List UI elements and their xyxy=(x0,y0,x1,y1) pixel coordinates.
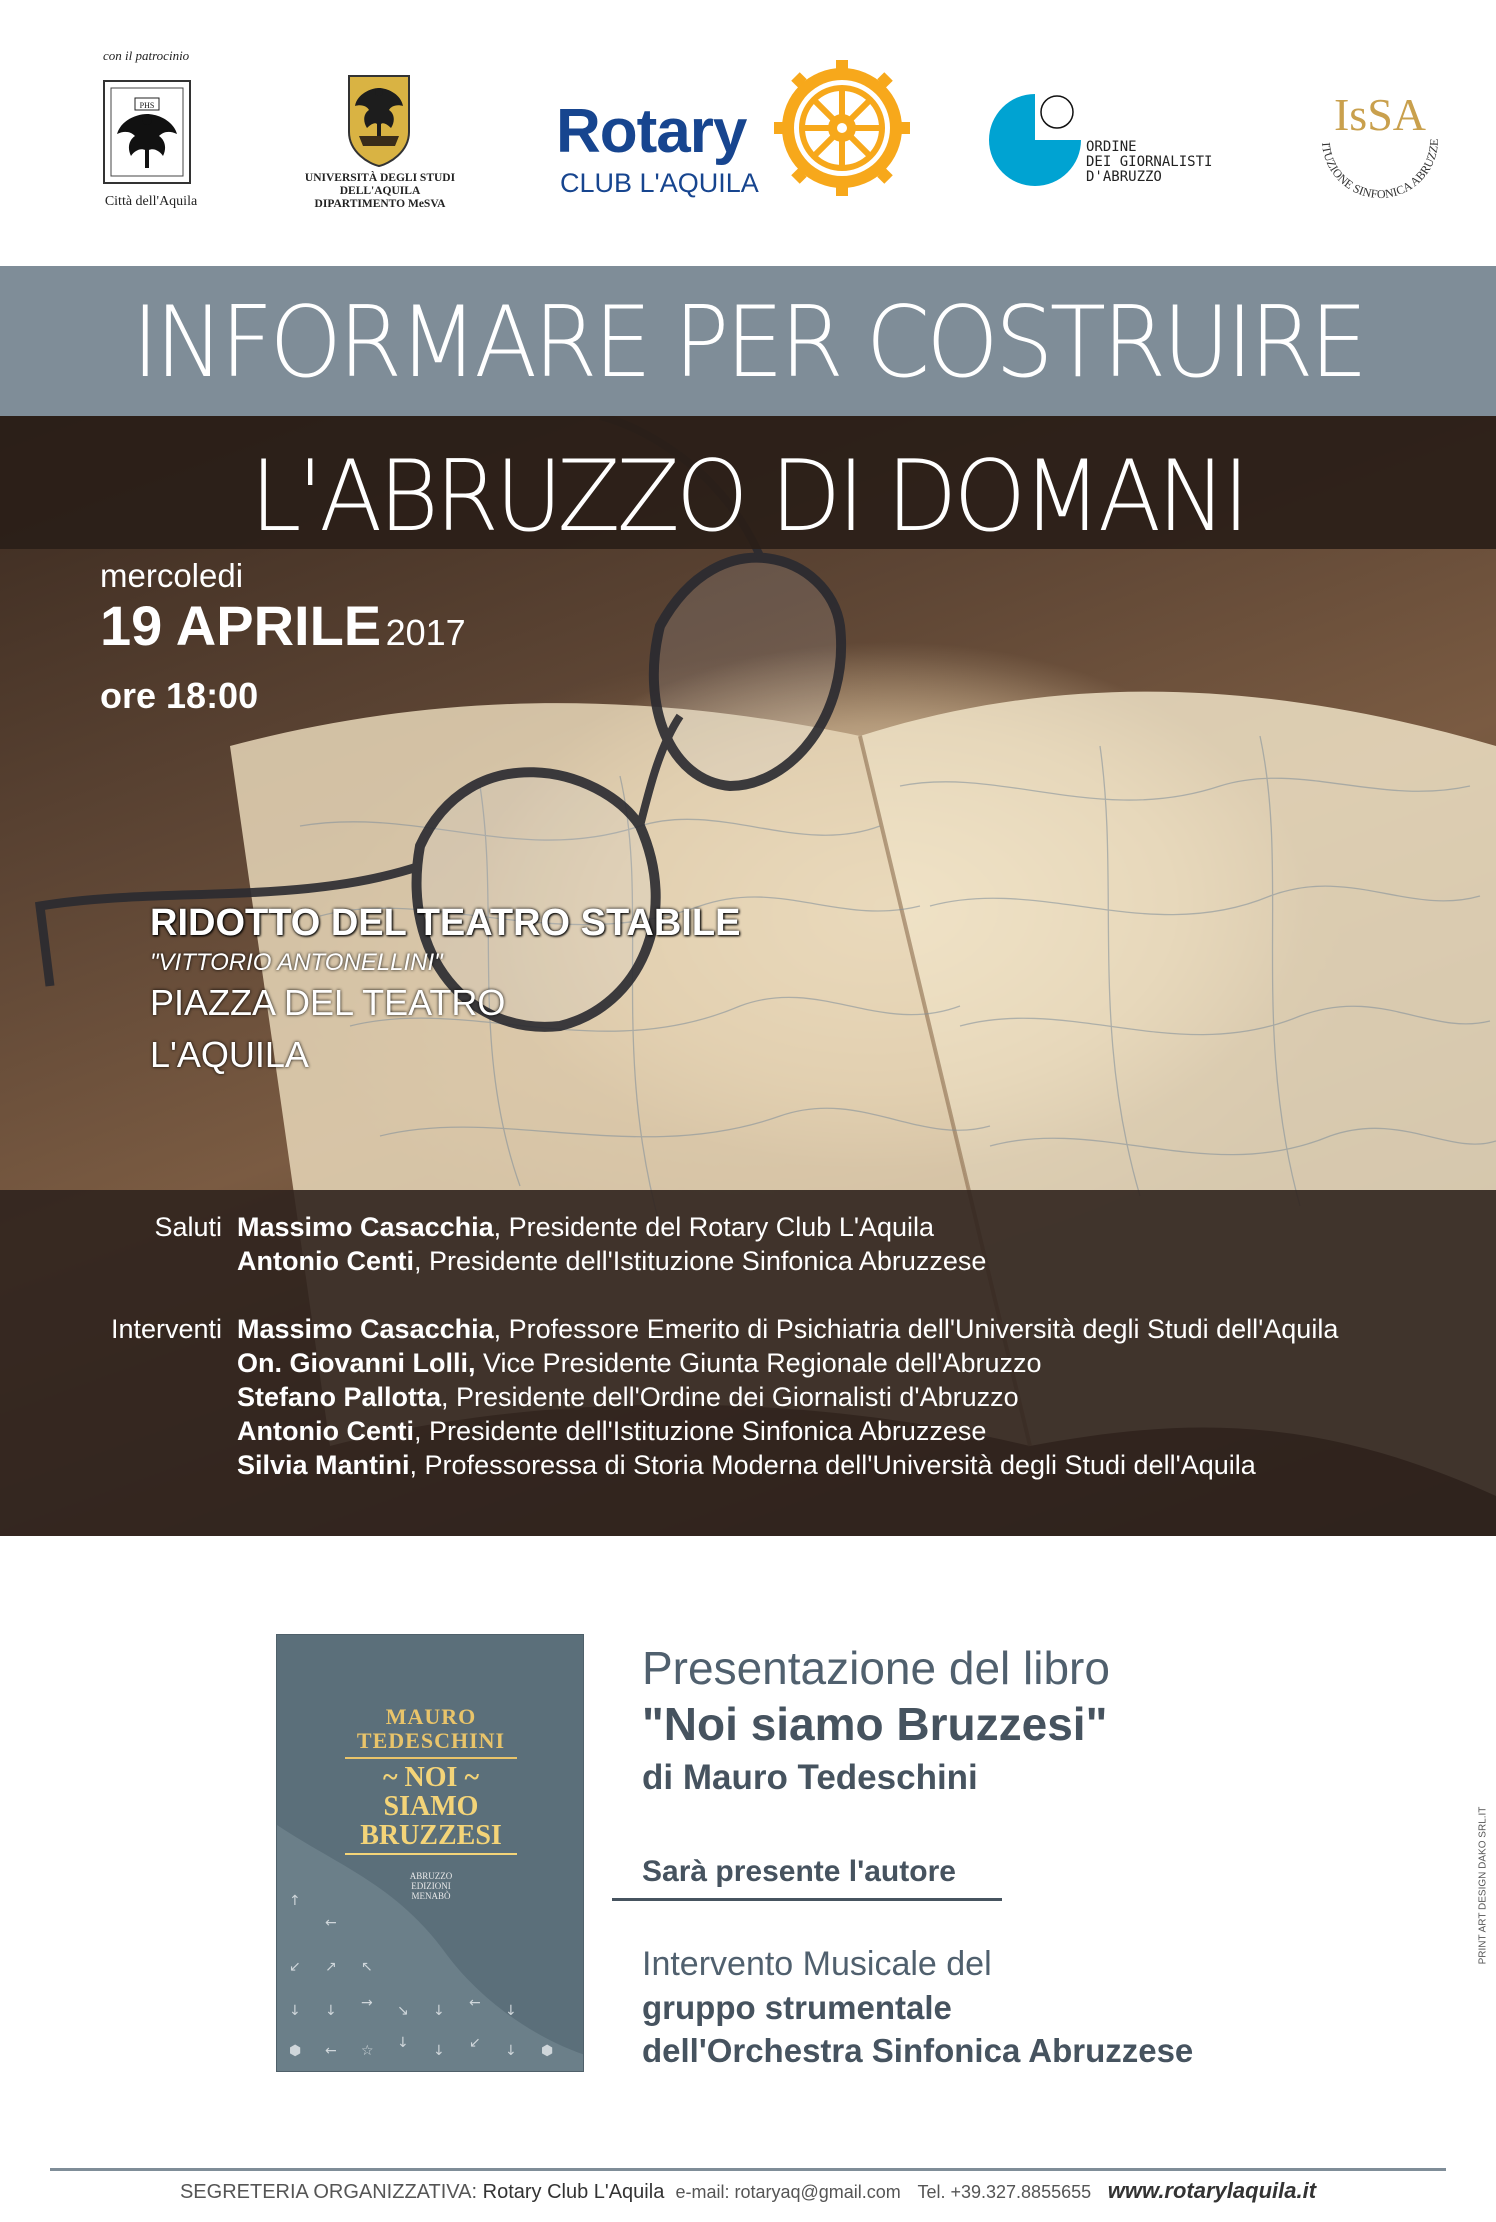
program-entry xyxy=(237,1414,986,1448)
music-block xyxy=(642,1942,1193,2072)
speaker-role: , Presidente dell'Ordine dei Giornalisti d'Abruzzo xyxy=(441,1382,1019,1412)
svg-text:↓: ↓ xyxy=(397,2035,409,2051)
hero-section xyxy=(0,266,1496,1536)
ordine-caption xyxy=(1086,140,1212,185)
svg-text:↓: ↓ xyxy=(505,2043,517,2059)
svg-text:↑: ↑ xyxy=(289,1893,301,1909)
university-caption-line: DIPARTIMENTO MeSVA xyxy=(314,198,446,210)
publisher-line: ABRUZZO xyxy=(409,1871,453,1881)
venue-block xyxy=(150,902,740,1081)
book-cover-title-line: BRUZZESI xyxy=(360,1820,502,1851)
university-caption-line: UNIVERSITÀ DEGLI STUDI xyxy=(304,172,456,184)
ordine-caption-line: ORDINE xyxy=(1086,139,1137,155)
isa-monogram-icon xyxy=(1300,70,1460,210)
event-time: ore 18:00 xyxy=(100,675,259,716)
svg-text:⬢: ⬢ xyxy=(541,2043,554,2059)
speaker-name: Massimo Casacchia xyxy=(237,1314,494,1344)
svg-text:↓: ↓ xyxy=(433,2003,445,2019)
city-of-aquila-logo xyxy=(103,80,191,184)
presentation-heading: Presentazione del libro xyxy=(642,1642,1110,1694)
speaker-role: , Presidente dell'Istituzione Sinfonica Abruzzese xyxy=(413,1246,987,1276)
footer-divider xyxy=(50,2168,1446,2171)
event-date-line xyxy=(100,596,466,671)
program-row xyxy=(0,1312,1496,1346)
svg-text:←: ← xyxy=(469,1995,481,2011)
svg-text:↙: ↙ xyxy=(469,2035,481,2051)
program-entry xyxy=(237,1448,1256,1482)
city-caption: Città dell'Aquila xyxy=(104,194,198,209)
book-cover-author xyxy=(277,1705,584,1753)
ordine-circle-icon xyxy=(985,88,1095,188)
music-orchestra: dell'Orchestra Sinfonica Abruzzese xyxy=(642,2032,1194,2069)
speaker-name: Massimo Casacchia xyxy=(237,1212,494,1242)
rotary-club-name: CLUB L'AQUILA xyxy=(560,168,759,198)
ordine-giornalisti-logo xyxy=(985,88,1095,188)
publisher-line: EDIZIONI xyxy=(411,1881,451,1891)
book-cover-author-first: MAURO xyxy=(385,1704,477,1729)
svg-text:☆: ☆ xyxy=(361,2043,374,2059)
city-shield-text: PHS xyxy=(139,101,155,110)
author-present-note: Sarà presente l'autore xyxy=(642,1855,956,1888)
book-title: "Noi siamo Bruzzesi" xyxy=(642,1698,1108,1750)
program-entry xyxy=(237,1210,934,1244)
svg-text:↘: ↘ xyxy=(397,2003,409,2019)
svg-text:⬢: ⬢ xyxy=(289,2043,302,2059)
program-band xyxy=(0,1190,1496,1536)
university-eagle-icon xyxy=(345,72,413,168)
speaker-name: Stefano Pallotta xyxy=(237,1382,442,1412)
svg-text:↓: ↓ xyxy=(433,2043,445,2059)
svg-text:↓: ↓ xyxy=(289,2003,301,2019)
book-cover-publisher xyxy=(277,1871,584,1901)
book-cover xyxy=(276,1634,584,2072)
program-entry xyxy=(237,1346,1042,1380)
interventi-label: Interventi xyxy=(110,1314,222,1344)
venue-name: RIDOTTO DEL TEATRO STABILE xyxy=(150,902,741,944)
program-row xyxy=(0,1380,1496,1414)
speaker-role: , Presidente dell'Istituzione Sinfonica Abruzzese xyxy=(413,1416,987,1446)
svg-text:↙: ↙ xyxy=(289,1959,301,1975)
svg-text:←: ← xyxy=(325,2043,337,2059)
svg-text:→: → xyxy=(361,1995,373,2011)
book-presentation-block xyxy=(642,1640,1110,1804)
print-credit xyxy=(1458,1800,1496,1990)
event-title-line1: INFORMARE PER COSTRUIRE xyxy=(131,286,1365,400)
isa-caption: ITUZIONE SINFONICA ABRUZZE xyxy=(1319,138,1442,202)
ordine-caption-line: D'ABRUZZO xyxy=(1086,169,1162,185)
event-year: 2017 xyxy=(385,612,466,653)
program-entry xyxy=(237,1380,1019,1414)
program-row xyxy=(0,1448,1496,1482)
program-row xyxy=(0,1346,1496,1380)
svg-text:IѕSA: IѕSA xyxy=(1333,89,1427,140)
event-title-line2: L'ABRUZZO DI DOMANI xyxy=(250,440,1246,554)
program-row xyxy=(0,1244,1496,1278)
speaker-role: , Professore Emerito di Psichiatria dell'Università degli Studi dell'Aquila xyxy=(493,1314,1339,1344)
book-cover-title xyxy=(277,1763,584,1850)
book-author: di Mauro Tedeschini xyxy=(642,1758,978,1797)
print-credit-text: PRINT ART DESIGN DAKO SRL.IT xyxy=(1477,1806,1489,1965)
footer-club: Rotary Club L'Aquila xyxy=(482,2181,665,2203)
footer xyxy=(0,2178,1496,2204)
speaker-role: , Presidente del Rotary Club L'Aquila xyxy=(493,1212,935,1242)
venue-subtitle: "VITTORIO ANTONELLINI" xyxy=(150,949,443,976)
program-entry xyxy=(237,1244,986,1278)
footer-phone: Tel. +39.327.8855655 xyxy=(917,2182,1092,2202)
venue-city: L'AQUILA xyxy=(150,1034,309,1075)
event-weekday: mercoledi xyxy=(100,557,244,594)
svg-text:↓: ↓ xyxy=(505,2003,517,2019)
speaker-name: Antonio Centi xyxy=(237,1246,414,1276)
book-cover-author-last: TEDESCHINI xyxy=(356,1728,506,1753)
eagle-shield-icon xyxy=(107,84,187,180)
venue-place: PIAZZA DEL TEATRO xyxy=(150,982,506,1023)
svg-text:↗: ↗ xyxy=(325,1959,337,1975)
rotary-wheel-logo xyxy=(774,60,910,196)
university-caption-line: DELL'AQUILA xyxy=(339,185,421,197)
svg-text:↖: ↖ xyxy=(361,1959,373,1975)
book-cover-rule xyxy=(345,1757,517,1759)
footer-email[interactable]: e-mail: rotaryaq@gmail.com xyxy=(675,2182,901,2202)
rotary-wheel-icon xyxy=(774,60,910,196)
patronage-label: con il patrocinio xyxy=(103,48,190,63)
speaker-name: On. Giovanni Lolli, xyxy=(237,1348,476,1378)
speaker-role: , Professoressa di Storia Moderna dell'Università degli Studi dell'Aquila xyxy=(409,1450,1256,1480)
svg-text:←: ← xyxy=(325,1915,337,1931)
speaker-name: Silvia Mantini xyxy=(237,1450,410,1480)
svg-text:↓: ↓ xyxy=(325,2003,337,2019)
book-cover-title-rule xyxy=(345,1853,517,1855)
footer-website-link[interactable]: www.rotarylaquila.it xyxy=(1107,2178,1317,2203)
rotary-wordmark: Rotary xyxy=(556,97,747,166)
footer-label: SEGRETERIA ORGANIZZATIVA: xyxy=(179,2181,478,2203)
saluti-label: Saluti xyxy=(154,1212,222,1242)
program-entry xyxy=(237,1312,1338,1346)
author-divider xyxy=(612,1898,1002,1901)
book-cover-title-line: ~ NOI ~ xyxy=(382,1762,480,1793)
logo-strip xyxy=(0,0,1496,266)
ordine-caption-line: DEI GIORNALISTI xyxy=(1086,154,1213,170)
event-date: 19 APRILE xyxy=(100,594,382,657)
program-row xyxy=(0,1414,1496,1448)
publisher-line: MENABÒ xyxy=(411,1891,451,1901)
university-caption xyxy=(290,172,470,211)
book-cover-title-line: SIAMO xyxy=(383,1791,479,1822)
speaker-role: Vice Presidente Giunta Regionale dell'Abruzzo xyxy=(475,1348,1042,1378)
music-intro: Intervento Musicale del xyxy=(642,1945,992,1983)
speaker-name: Antonio Centi xyxy=(237,1416,414,1446)
university-logo xyxy=(345,72,413,168)
music-group: gruppo strumentale xyxy=(642,1989,952,2026)
event-date-block xyxy=(100,558,466,717)
istituzione-sinfonica-logo xyxy=(1300,70,1460,210)
program-row xyxy=(0,1210,1496,1244)
